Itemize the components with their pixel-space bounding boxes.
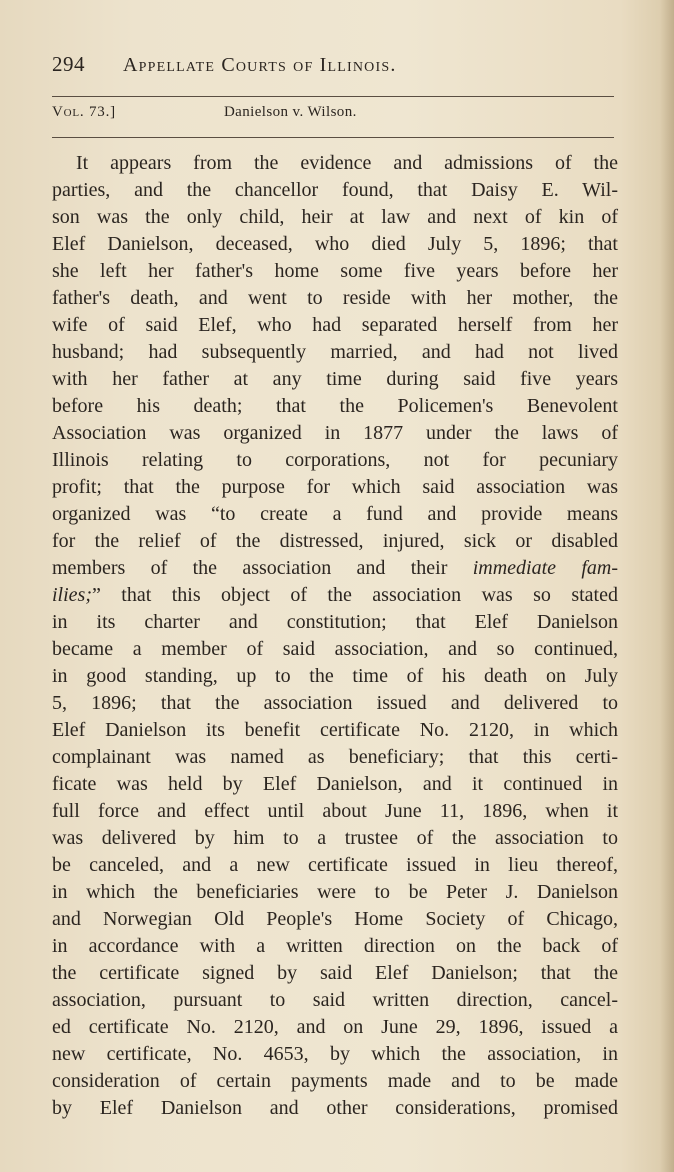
- text-line: ficate was held by Elef Danielson, and it continued in: [52, 773, 618, 795]
- text-line: wife of said Elef, who had separated herself from her: [52, 314, 618, 336]
- body-text: [52, 150, 618, 1122]
- text-line: It appears from the evidence and admissions of the: [76, 152, 618, 174]
- text-line: Elef Danielson, deceased, who died July 5, 1896; that: [52, 233, 618, 255]
- text-line: in its charter and constitution; that Elef Danielson: [52, 611, 618, 633]
- text-line: she left her father's home some five years before her: [52, 260, 618, 282]
- text-fragment: ” that this object of the association was so stated: [92, 584, 618, 606]
- text-line: became a member of said association, and so continued,: [52, 638, 618, 660]
- header-rule-top: [52, 96, 614, 97]
- header-rule-bottom: [52, 137, 614, 138]
- text-line: for the relief of the distressed, injured, sick or disabled: [52, 530, 618, 552]
- text-line: before his death; that the Policemen's Benevolent: [52, 395, 618, 417]
- text-line: Illinois relating to corporations, not for pecuniary: [52, 449, 618, 471]
- text-line: husband; had subsequently married, and had not lived: [52, 341, 618, 363]
- text-line: association, pursuant to said written direction, cancel-: [52, 989, 618, 1011]
- text-line: new certificate, No. 4653, by which the association, in: [52, 1043, 618, 1065]
- text-line: parties, and the chancellor found, that Daisy E. Wil-: [52, 179, 618, 201]
- running-title: Appellate Courts of Illinois.: [123, 54, 397, 76]
- text-line: full force and effect until about June 11, 1896, when it: [52, 800, 618, 822]
- case-head: [52, 104, 612, 130]
- text-line: organized was “to create a fund and provide means: [52, 503, 618, 525]
- text-line-with-italic: [52, 555, 618, 582]
- text-line-with-italic: [52, 582, 618, 609]
- page-number: 294: [52, 52, 85, 76]
- italic-phrase-start: immediate fam-: [472, 557, 618, 579]
- volume-label: Vol. 73.]: [52, 104, 116, 120]
- text-fragment: members of the association and their: [52, 557, 448, 579]
- text-line: complainant was named as beneficiary; that this certi-: [52, 746, 618, 768]
- text-line: Elef Danielson its benefit certificate No. 2120, in which: [52, 719, 618, 741]
- text-line: the certificate signed by said Elef Danielson; that the: [52, 962, 618, 984]
- text-line: consideration of certain payments made and to be made: [52, 1070, 618, 1092]
- italic-phrase-end: ilies;: [52, 584, 92, 606]
- text-line: father's death, and went to reside with her mother, the: [52, 287, 618, 309]
- case-name: Danielson v. Wilson.: [223, 104, 357, 120]
- text-line: son was the only child, heir at law and next of kin of: [52, 206, 618, 228]
- text-line: be canceled, and a new certificate issued in lieu thereof,: [52, 854, 618, 876]
- text-line: in good standing, up to the time of his death on July: [52, 665, 618, 687]
- text-line: Association was organized in 1877 under the laws of: [52, 422, 618, 444]
- text-line: profit; that the purpose for which said association was: [52, 476, 618, 498]
- text-line: ed certificate No. 2120, and on June 29, 1896, issued a: [52, 1016, 618, 1038]
- running-head: [52, 52, 604, 82]
- text-line: with her father at any time during said five years: [52, 368, 618, 390]
- text-line: 5, 1896; that the association issued and delivered to: [52, 692, 618, 714]
- text-line: in accordance with a written direction on the back of: [52, 935, 618, 957]
- text-line: by Elef Danielson and other considerations, promised: [52, 1097, 618, 1119]
- text-line: was delivered by him to a trustee of the association to: [52, 827, 618, 849]
- page-edge-shadow: [660, 0, 674, 1172]
- text-line: and Norwegian Old People's Home Society of Chicago,: [52, 908, 618, 930]
- text-line: in which the beneficiaries were to be Peter J. Danielson: [52, 881, 618, 903]
